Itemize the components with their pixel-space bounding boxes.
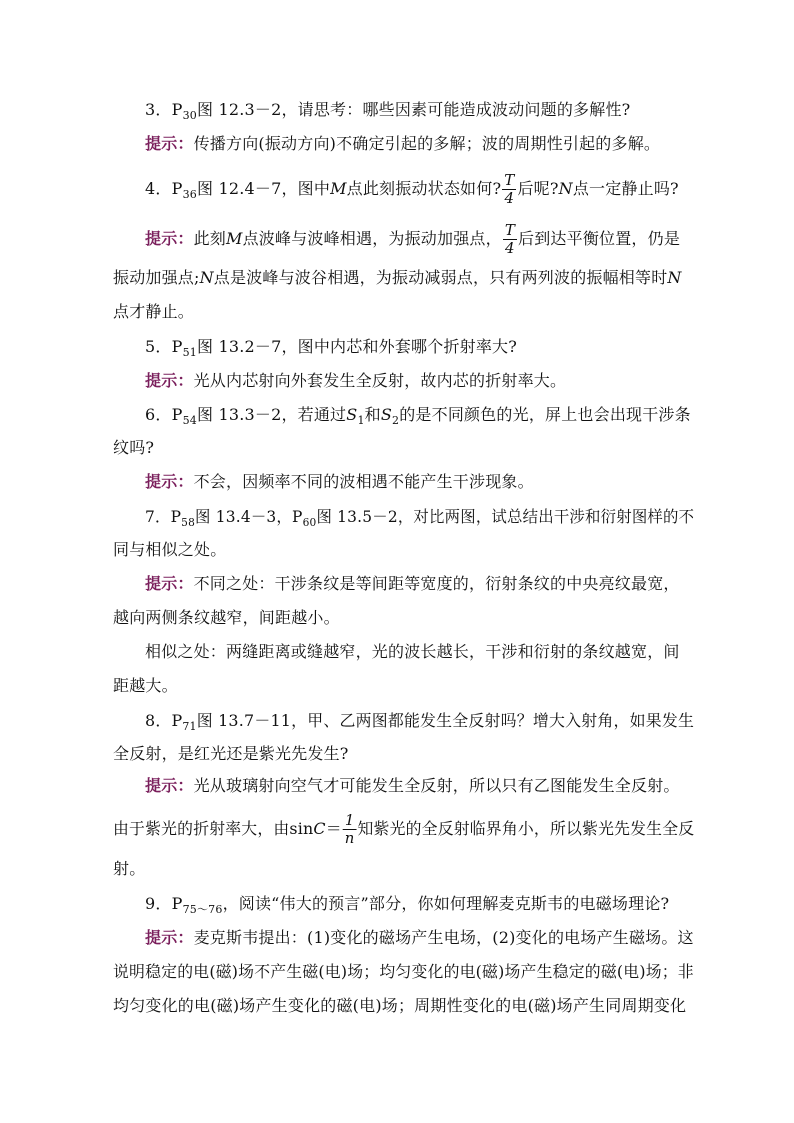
page-ref-sub: 36 [182, 188, 197, 202]
answer-text: 越向两侧条纹越窄，间距越小。 [113, 608, 340, 627]
question-text: 图 13.3－2，若通过 [196, 405, 347, 424]
page-ref: P [171, 405, 183, 424]
question-text: 的是不同颜色的光，屏上也会出现干涉条 [399, 405, 691, 424]
hint-label: 提示： [145, 928, 194, 947]
page-ref-sub: 60 [302, 516, 317, 530]
page-ref-sub: 51 [182, 346, 197, 360]
question-9 [145, 893, 669, 921]
page-ref: P [292, 507, 303, 526]
formula-equals: ＝ [325, 819, 342, 838]
formula [289, 811, 357, 847]
question-text: ，阅读“伟大的预言”部分，你如何理解麦克斯韦的电磁场理论? [222, 894, 670, 913]
question-text: 图 12.3－2，请思考：哪些因素可能造成波动问题的多解性? [196, 100, 631, 119]
hint-label: 提示： [145, 134, 194, 153]
answer-text: 后到达平衡位置，仍是 [518, 229, 681, 248]
answer-text: 传播方向(振动方向)不确定引起的多解；波的周期性引起的多解。 [193, 134, 661, 153]
hint-label: 提示： [145, 472, 194, 491]
answer-text: 此刻 [193, 229, 227, 248]
answer-text: 射。 [113, 859, 146, 878]
question-text: 同与相似之处。 [113, 540, 227, 559]
answer-text: 光从玻璃射向空气才可能发生全反射，所以只有乙图能发生全反射。 [193, 776, 680, 795]
question-text: 图 12.4－7，图中 [196, 179, 331, 198]
math-variable: M [226, 229, 243, 248]
math-variable: N [558, 179, 573, 198]
page-ref: P [171, 337, 183, 356]
question-8 [145, 710, 694, 738]
question-number: 7． [145, 507, 171, 526]
fraction-numerator: 1 [343, 812, 357, 830]
answer-4 [145, 222, 680, 257]
fraction-numerator: T [504, 171, 515, 189]
math-variable: N [667, 268, 682, 287]
question-number: 6． [145, 405, 172, 424]
math-subscript: 1 [357, 414, 365, 428]
fraction-denominator: 4 [504, 189, 515, 207]
page-ref: P [171, 711, 183, 730]
question-text: 点此刻振动状态如何? [346, 179, 502, 198]
math-subscript: 2 [392, 414, 400, 428]
answer-4-line-2 [113, 267, 682, 289]
formula-sin: sin [289, 819, 314, 838]
math-variable: N [199, 268, 214, 287]
answer-text: 由于紫光的折射率大，由 [113, 819, 290, 838]
page-ref-sub: 75～76 [182, 903, 223, 917]
question-text: 和 [364, 405, 381, 424]
page-ref-sub: 58 [181, 516, 196, 530]
page-ref-sub: 71 [182, 720, 197, 734]
answer-text: 麦克斯韦提出：(1)变化的磁场产生电场，(2)变化的电场产生磁场。这 [193, 928, 694, 947]
answer-8-line-3 [113, 858, 145, 880]
fraction [502, 172, 516, 207]
question-4 [145, 172, 679, 207]
fraction [343, 812, 357, 847]
hint-label: 提示： [145, 371, 194, 390]
page-ref: P [170, 507, 182, 526]
math-variable: S [380, 405, 393, 424]
page-ref-sub: 30 [182, 109, 197, 123]
fraction-denominator: 4 [505, 239, 515, 257]
answer-text: 说明稳定的电(磁)场不产生磁(电)场；均匀变化的电(磁)场产生稳定的磁(电)场；非 [113, 962, 694, 981]
answer-5 [145, 370, 566, 392]
question-3 [145, 99, 630, 127]
math-variable: M [330, 179, 347, 198]
answer-8 [145, 775, 680, 797]
question-text: 点一定静止吗? [572, 179, 679, 198]
question-5 [145, 336, 517, 364]
answer-text: 距越大。 [113, 676, 178, 695]
hint-label: 提示： [145, 776, 194, 795]
page-ref-sub: 54 [182, 414, 197, 428]
question-text: 后呢? [517, 179, 559, 198]
question-6 [145, 404, 691, 432]
answer-text: 振动加强点; [113, 268, 200, 287]
question-text: 图 13.4－3， [195, 507, 293, 526]
answer-9 [145, 927, 694, 949]
question-number: 4． [145, 179, 172, 198]
question-text: 全反射，是红光还是紫光先发生? [113, 744, 349, 763]
question-text: 图 13.7－11，甲、乙两图都能发生全反射吗？增大入射角，如果发生 [196, 711, 695, 730]
answer-7-line-3 [145, 641, 680, 663]
answer-8-line-2 [113, 812, 694, 847]
answer-9-line-3 [113, 995, 686, 1017]
answer-text: 光从内芯射向外套发生全反射，故内芯的折射率大。 [193, 371, 567, 390]
answer-6 [145, 471, 534, 493]
hint-label: 提示： [145, 229, 194, 248]
answer-text: 不同之处：干涉条纹是等间距等宽度的，衍射条纹的中央亮纹最宽， [193, 574, 680, 593]
question-number: 9． [145, 894, 172, 913]
answer-3 [145, 133, 660, 155]
answer-7-line-4 [113, 675, 178, 697]
answer-text: 点是波峰与波谷相遇，为振动减弱点，只有两列波的振幅相等时 [213, 268, 668, 287]
answer-text: 相似之处：两缝距离或缝越窄，光的波长越长，干涉和衍射的条纹越宽，间 [145, 642, 680, 661]
answer-7 [145, 573, 680, 595]
hint-label: 提示： [145, 574, 194, 593]
answer-4-line-3 [113, 301, 194, 323]
page-ref: P [171, 100, 183, 119]
question-number: 3． [145, 100, 172, 119]
answer-text: 点才静止。 [113, 302, 195, 321]
question-text: 纹吗? [113, 438, 155, 457]
fraction [503, 222, 517, 257]
question-7 [145, 506, 694, 534]
answer-9-line-2 [113, 961, 694, 983]
answer-text: 点波峰与波峰相遇，为振动加强点， [242, 229, 502, 248]
math-variable: C [313, 819, 326, 838]
question-8-line-2 [113, 743, 349, 765]
page-ref: P [171, 179, 183, 198]
question-6-line-2 [113, 437, 154, 459]
answer-text: 知紫光的全反射临界角小，所以紫光先发生全反 [357, 819, 695, 838]
answer-text: 均匀变化的电(磁)场产生变化的磁(电)场；周期性变化的电(磁)场产生同周期变化 [113, 996, 687, 1015]
fraction-numerator: T [504, 221, 516, 239]
answer-7-line-2 [113, 607, 340, 629]
question-7-line-2 [113, 539, 226, 561]
question-number: 8． [145, 711, 172, 730]
answer-text: 不会，因频率不同的波相遇不能产生干涉现象。 [193, 472, 534, 491]
page-ref: P [171, 894, 183, 913]
question-number: 5． [145, 337, 172, 356]
question-text: 图 13.2－7，图中内芯和外套哪个折射率大? [196, 337, 518, 356]
math-variable: S [346, 405, 358, 424]
question-text: 图 13.5－2，对比两图，试总结出干涉和衍射图样的不 [316, 507, 695, 526]
fraction-denominator: n [344, 829, 355, 847]
